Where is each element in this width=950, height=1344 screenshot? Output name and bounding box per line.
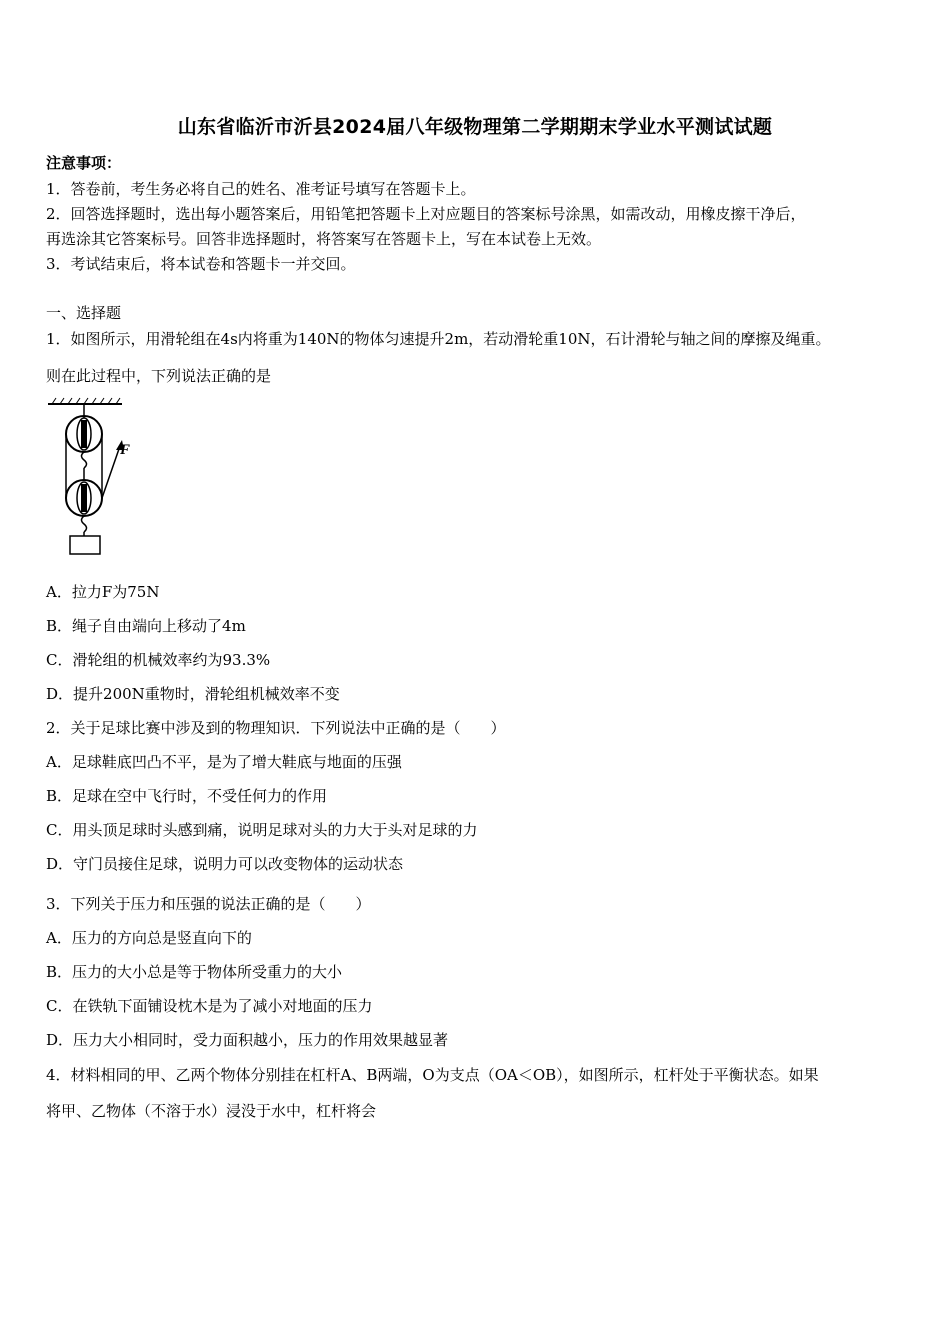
question-1-option-b: B．绳子自由端向上移动了4m: [46, 617, 246, 635]
page-title: 山东省临沂市沂县2024届八年级物理第二学期期末学业水平测试试题: [177, 116, 773, 138]
question-1-option-c: C．滑轮组的机械效率约为93.3%: [46, 651, 271, 669]
question-2-stem: 2．关于足球比赛中涉及到的物理知识．下列说法中正确的是（ ）: [46, 719, 506, 737]
question-3-option-d: D．压力大小相同时，受力面积越小，压力的作用效果越显著: [46, 1031, 449, 1049]
question-2-option-a: A．足球鞋底凹凸不平，是为了增大鞋底与地面的压强: [46, 753, 402, 771]
question-3-stem: 3．下列关于压力和压强的说法正确的是（ ）: [46, 895, 371, 913]
question-3-option-c: C．在铁轨下面铺设枕木是为了减小对地面的压力: [46, 997, 373, 1015]
question-1-stem-cont: 则在此过程中，下列说法正确的是: [46, 367, 272, 385]
force-label: F: [120, 442, 131, 458]
question-3-option-a: A．压力的方向总是竖直向下的: [46, 929, 252, 947]
notice-item: 1．答卷前，考生务必将自己的姓名、准考证号填写在答题卡上。: [46, 180, 476, 198]
question-2-option-d: D．守门员接住足球，说明力可以改变物体的运动状态: [46, 855, 404, 873]
question-4-stem: 4．材料相同的甲、乙两个物体分别挂在杠杆A、B两端，O为支点（OA＜OB），如图所示，杠杆处于平衡状态。如果: [46, 1066, 819, 1084]
notice-item: 再选涂其它答案标号。回答非选择题时，将答案写在答题卡上，写在本试卷上无效。: [46, 230, 602, 248]
section-heading: 一、选择题: [46, 304, 122, 322]
question-1-stem: 1．如图所示，用滑轮组在4s内将重为140N的物体匀速提升2m，若动滑轮重10N，石计滑轮与轴之间的摩擦及绳重。: [46, 330, 831, 348]
notice-item: 2．回答选择题时，选出每小题答案后，用铅笔把答题卡上对应题目的答案标号涂黑，如需改动，用橡皮擦干净后，: [46, 205, 806, 223]
question-3-option-b: B．压力的大小总是等于物体所受重力的大小: [46, 963, 343, 981]
notice-item: 3．考试结束后，将本试卷和答题卡一并交回。: [46, 255, 356, 273]
notice-heading: 注意事项：: [46, 154, 122, 172]
question-2-option-b: B．足球在空中飞行时，不受任何力的作用: [46, 787, 328, 805]
question-4-stem-cont: 将甲、乙物体（不溶于水）浸没于水中，杠杆将会: [46, 1102, 377, 1120]
question-1-option-d: D．提升200N重物时，滑轮组机械效率不变: [46, 685, 340, 703]
question-1-option-a: A．拉力F为75N: [46, 583, 160, 601]
question-2-option-c: C．用头顶足球时头感到痛，说明足球对头的力大于头对足球的力: [46, 821, 478, 839]
pulley-system-figure: [40, 394, 140, 559]
